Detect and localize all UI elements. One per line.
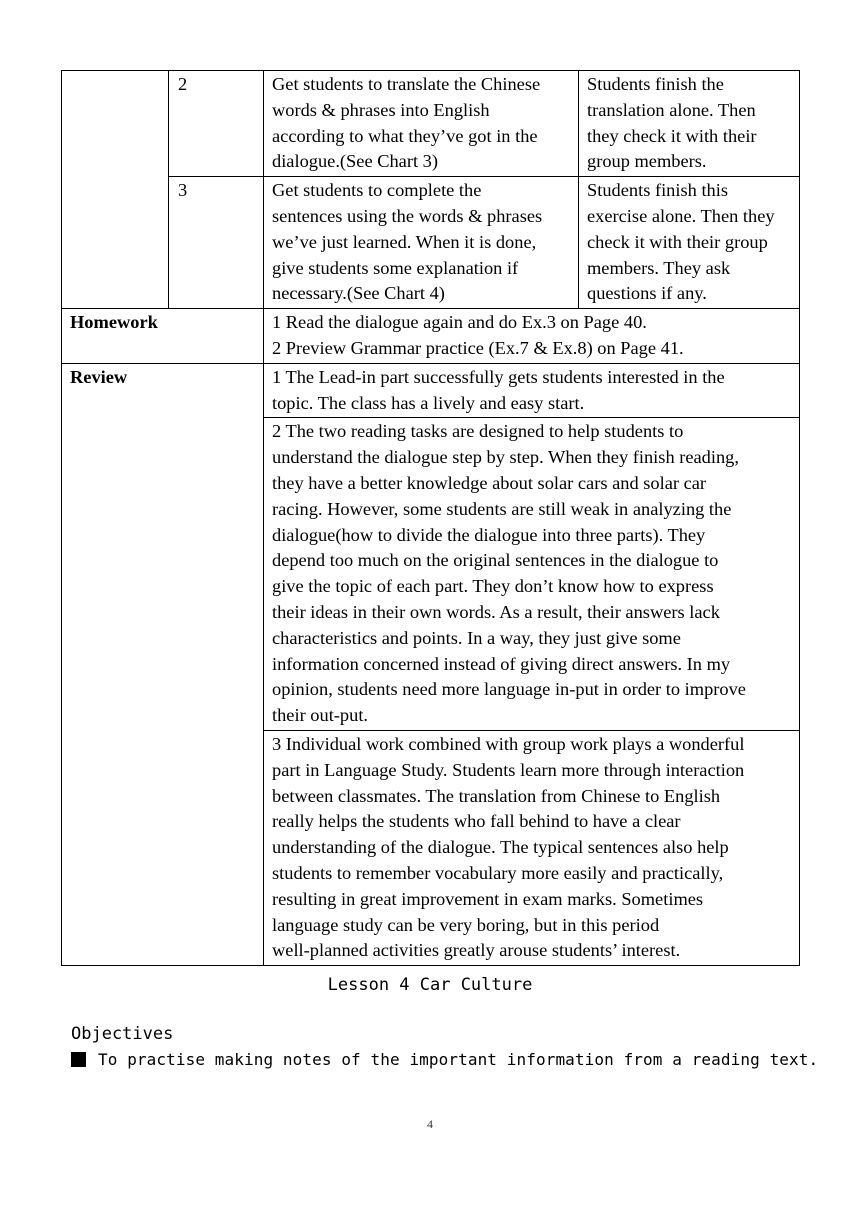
text-line: give students some explanation if xyxy=(272,257,519,278)
text-line: check it with their group xyxy=(587,231,768,252)
text-line: understanding of the dialogue. The typical sentences also help xyxy=(272,837,729,858)
text-line: we’ve just learned. When it is done, xyxy=(272,231,537,252)
teacher-activity xyxy=(264,177,579,309)
text-line: part in Language Study. Students learn more through interaction xyxy=(272,759,745,780)
lesson-plan-table xyxy=(61,70,800,966)
text-line: dialogue(how to divide the dialogue into three parts). They xyxy=(272,524,706,545)
text-line: questions if any. xyxy=(587,283,707,304)
text-line: group members. xyxy=(587,151,707,172)
text-line: depend too much on the original sentences in the dialogue to xyxy=(272,550,719,571)
review-item xyxy=(264,363,800,418)
lesson-title: Lesson 4 Car Culture xyxy=(327,975,533,995)
text-line: 1 Read the dialogue again and do Ex.3 on Page 40. xyxy=(272,312,647,333)
text-line: Students finish this xyxy=(587,180,729,201)
text-line: translation alone. Then xyxy=(587,99,756,120)
text-line: they check it with their xyxy=(587,125,757,146)
text-line: sentences using the words & phrases xyxy=(272,205,543,226)
text-line: give the topic of each part. They don’t know how to express xyxy=(272,576,714,597)
objective-item xyxy=(71,1050,818,1069)
text-line: their ideas in their own words. As a result, their answers lack xyxy=(272,601,720,622)
text-line: Get students to translate the Chinese xyxy=(272,74,541,94)
table-row xyxy=(62,71,800,177)
text-line: Students finish the xyxy=(587,74,724,94)
text-line: topic. The class has a lively and easy start. xyxy=(272,392,585,413)
text-line: 1 The Lead-in part successfully gets students interested in the xyxy=(272,366,725,387)
homework-content xyxy=(264,309,800,364)
text-line: opinion, students need more language in-put in order to improve xyxy=(272,679,746,700)
objective-text: To practise making notes of the important information from a reading text. xyxy=(98,1050,819,1069)
text-line: well-planned activities greatly arouse students’ interest. xyxy=(272,940,681,961)
step-number: 3 xyxy=(169,177,264,309)
objectives-heading: Objectives xyxy=(71,1024,174,1044)
step-number: 2 xyxy=(169,71,264,177)
text-line: Get students to complete the xyxy=(272,180,482,201)
review-row xyxy=(62,363,800,418)
text-line: students to remember vocabulary more easily and practically, xyxy=(272,862,724,883)
text-line: 2 The two reading tasks are designed to help students to xyxy=(272,421,684,442)
text-line: resulting in great improvement in exam marks. Sometimes xyxy=(272,888,704,909)
text-line: they have a better knowledge about solar cars and solar car xyxy=(272,472,707,493)
text-line: words & phrases into English xyxy=(272,99,490,120)
text-line: information concerned instead of giving direct answers. In my xyxy=(272,653,731,674)
text-line: characteristics and points. In a way, they just give some xyxy=(272,627,681,648)
student-activity xyxy=(579,177,800,309)
text-line: their out-put. xyxy=(272,705,369,726)
text-line: dialogue.(See Chart 3) xyxy=(272,151,438,172)
text-line: between classmates. The translation from Chinese to English xyxy=(272,785,721,806)
table-row xyxy=(62,177,800,309)
blank-step-cell xyxy=(62,71,169,309)
review-label: Review xyxy=(62,363,264,965)
homework-label: Homework xyxy=(62,309,264,364)
text-line: really helps the students who fall behind to have a clear xyxy=(272,811,681,832)
teacher-activity xyxy=(264,71,579,177)
black-square-icon xyxy=(71,1052,86,1067)
text-line: necessary.(See Chart 4) xyxy=(272,283,445,304)
homework-row xyxy=(62,309,800,364)
student-activity xyxy=(579,71,800,177)
text-line: language study can be very boring, but in this period xyxy=(272,914,660,935)
review-item xyxy=(264,730,800,965)
text-line: racing. However, some students are still weak in analyzing the xyxy=(272,498,732,519)
text-line: according to what they’ve got in the xyxy=(272,125,538,146)
text-line: exercise alone. Then they xyxy=(587,205,775,226)
review-item xyxy=(264,418,800,731)
text-line: understand the dialogue step by step. When they finish reading, xyxy=(272,447,739,468)
page-number: 4 xyxy=(427,1117,433,1131)
text-line: 2 Preview Grammar practice (Ex.7 & Ex.8) on Page 41. xyxy=(272,337,684,358)
text-line: members. They ask xyxy=(587,257,731,278)
text-line: 3 Individual work combined with group work plays a wonderful xyxy=(272,733,745,754)
